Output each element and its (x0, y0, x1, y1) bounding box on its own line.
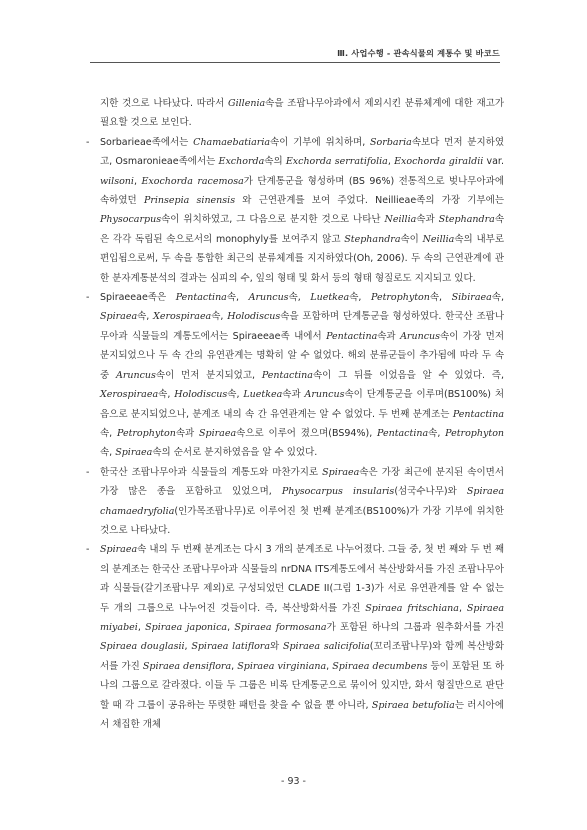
text-run: Sorbarieae족에서는 (100, 136, 194, 148)
bullet-dash: - (86, 466, 90, 478)
text-run: 와 근연관계를 보여 주었다. Neillieae족의 가장 기부에는 (235, 195, 505, 207)
text-run: (인가목조팝나무)로 이루어진 첫 번째 분계조(BS100%)가 가장 기부에 위치한 것으로 나타났다. (100, 505, 504, 536)
taxon-name: Exchorda serratifolia (285, 156, 388, 168)
taxon-name: Xerospiraea (153, 311, 212, 323)
taxon-name: Aruncus (304, 389, 345, 401)
text-run: 속, (158, 389, 175, 401)
text-run: (꼬리조팝나무)와 함께 복산방화서를 가진 (100, 641, 504, 672)
taxon-name: Spiraea betufolia (371, 699, 455, 711)
page-number: - 93 - (281, 776, 306, 787)
taxon-name: Spiraea japonica (145, 621, 228, 633)
text-run: 속은 가장 최근에 분지된 속이면서 가장 많은 종을 포함하고 있었으며, (100, 466, 504, 498)
taxon-name: Exochorda racemosa (141, 175, 244, 187)
taxon-name: Aruncus (115, 369, 156, 381)
text-run: 지한 것으로 나타났다. 따라서 (100, 98, 229, 109)
taxon-name: Spiraea (100, 544, 138, 556)
text-run: 속과 (282, 389, 305, 401)
bullet-dash: - (86, 292, 90, 304)
text-run: 속의 (264, 156, 286, 168)
taxon-name: Spiraea chamaedryfolia (100, 486, 504, 517)
text-run: 속이 단계통군을 이루며(BS100%) 처음으로 분지되었으나, 분계조 내의 속 간 유연관계는 알 수 없었다. 두 번째 분계조는 (100, 389, 505, 420)
text-run: , (227, 621, 235, 633)
text-run: , (231, 660, 238, 672)
taxon-name: Luetkea (243, 389, 283, 401)
continuation-paragraph (84, 94, 504, 133)
bullet-paragraph (84, 540, 504, 734)
text-run: 속이 (400, 233, 423, 245)
text-run: 속이 위치하였고, 그 다음으로 분지한 것으로 나타난 (161, 214, 385, 226)
taxon-name: Spiraea salicifolia (282, 641, 370, 653)
text-run: 속, (227, 389, 244, 401)
header-rule (90, 62, 500, 63)
taxon-name: Petrophyton (370, 292, 430, 304)
text-run: 속, (100, 427, 117, 439)
text-run: 속은 각각 독립된 속으로서의 monophyly를 보여주지 않고 (100, 214, 504, 245)
taxon-name: Exochorda giraldii (394, 156, 484, 168)
bullet-paragraph (84, 133, 504, 288)
text-run: 속으로 이루어 졌으며(BS94%), (236, 427, 377, 439)
text-run: 속, (491, 292, 504, 304)
taxon-name: Exchorda (218, 156, 265, 168)
taxon-name: Stephandra (344, 233, 401, 245)
taxon-name: Spiraea (115, 447, 153, 459)
text-run: 속을 조팝나무아과에서 제외시킨 분류체계에 대한 재고가 필요할 것으로 보인다. (100, 98, 504, 129)
taxon-name: Petrophyton (445, 427, 505, 439)
text-run: 속과 (377, 330, 401, 342)
text-run: 속, (428, 427, 446, 439)
text-run: 속, (349, 292, 371, 304)
text-run: , (326, 660, 333, 672)
text-run: , (133, 175, 142, 187)
text-run: 속이 가장 먼저 분지되었으나 두 속 간의 유연관계는 명확히 알 수 없었다. 해외 분류군들이 추가됨에 따라 두 속 중 (100, 330, 504, 381)
taxon-name: Spiraea douglasii (100, 641, 185, 653)
taxon-name: Spiraea (199, 427, 237, 439)
text-run: 속의 내부로 편입됨으로써, 두 속을 통합한 최근의 분류체계를 지지하였다(Oh, 2006). 두 속의 근연관계에 관한 분자계통분석의 결과는 심피의 수, 잎의 형태 및 화서 등의 형태 형질로도 지지되고 있다. (100, 233, 504, 284)
taxon-name: Neillia (384, 214, 417, 226)
taxon-name: Physocarpus insularis (281, 486, 395, 498)
text-run: 속의 순서로 분지하였음을 알 수 있었다. (152, 447, 318, 459)
taxon-name: Stephandra (438, 214, 495, 226)
taxon-name: Holodiscus (174, 389, 228, 401)
taxon-name: Spiraea densiflora (142, 660, 232, 672)
text-run: 가 단계통군을 형성하며 (BS 96%) 전통적으로 벚나무아과에 속하였던 (100, 175, 504, 207)
text-run: 한국산 조팝나무아과 식물들의 계통도와 마찬가지로 (100, 466, 323, 478)
taxon-name: Pentactina (452, 408, 504, 420)
body-text (84, 94, 504, 734)
bullet-dash: - (86, 544, 90, 556)
taxon-name: Spiraea (322, 466, 360, 478)
taxon-name: Sibiraea (451, 292, 492, 304)
taxon-name: Pentactina (377, 427, 429, 439)
text-run: 와 (270, 641, 283, 653)
text-run: 속과 (175, 427, 200, 439)
taxon-name: Aruncus (400, 330, 441, 342)
text-run: , (184, 641, 192, 653)
text-run: 는 러시아에서 채집한 개체 (100, 699, 504, 730)
text-run: 속, (429, 292, 452, 304)
taxon-name: wilsoni (100, 175, 134, 187)
taxon-name: Spiraea miyabei (100, 602, 504, 633)
text-run: 속, (100, 447, 116, 459)
text-run: var. (483, 156, 504, 168)
taxon-name: Neillia (422, 233, 455, 245)
taxon-name: Prinsepia sinensis (143, 195, 236, 207)
text-run: 속 내의 두 번째 분계조는 다시 3 개의 분계조로 나누어졌다. 그들 중, 첫 번 째와 두 번 째의 분계조는 한국산 조팝나무아과 식물들의 nrDNA ITS계통도에서 복산방화서를 가진 조팝나무아과 식물들(갈기조팝나무 제외)로 구성되었던 CLADE II(그림 1-3)가 서로 유연관계를 알 수 없는 두 개의 그룹으로 나누어진 것들이다. 즉, 복산방화서를 가진 (100, 544, 504, 614)
bullet-paragraph (84, 288, 504, 463)
text-run: 속, (288, 292, 311, 304)
taxon-name: Luetkea (310, 292, 350, 304)
bullet-paragraph (84, 463, 504, 541)
text-run: 속이 기부에 위치하며, (270, 136, 371, 148)
taxon-name: Petrophyton (116, 427, 176, 439)
taxon-name: Aruncus (248, 292, 289, 304)
taxon-name: Spiraea virginiana (237, 660, 327, 672)
text-run: 속보다 먼저 분지하였고, Osmaronieae족에서는 (100, 136, 504, 168)
text-run: , (137, 621, 146, 633)
text-run: 속이 먼저 분지되었고, (155, 369, 262, 381)
taxon-name: Physocarpus (100, 214, 162, 226)
text-run: 속을 포함하며 단계통군을 형성하였다. 한국산 조팝나무아과 식물들의 계통도에서는 Spiraeeae족 내에서 (100, 311, 505, 342)
bullet-dash: - (86, 136, 90, 148)
taxon-name: Spiraea (100, 311, 138, 323)
running-header: Ⅲ. 사업수행 - 관속식물의 계통수 및 바코드 (337, 48, 500, 58)
taxon-name: Pentactina (175, 292, 227, 304)
text-run: 속, (137, 311, 154, 323)
text-run: (섬국수나무)와 (394, 486, 467, 498)
taxon-name: Spiraea latiflora (191, 641, 271, 653)
text-run: 속, (226, 292, 249, 304)
taxon-name: Chamaebatiaria (193, 136, 271, 148)
taxon-name: Spiraea decumbens (332, 660, 428, 672)
taxon-name: Gillenia (228, 98, 266, 109)
text-run: 가 포함된 하나의 그룹과 원추화서를 가진 (326, 621, 504, 633)
taxon-name: Holodiscus (227, 311, 281, 323)
taxon-name: Spiraea formosana (234, 621, 327, 633)
taxon-name: Xerospiraea (100, 389, 159, 401)
text-run: 속, (211, 311, 228, 323)
text-run: 속과 (416, 214, 439, 226)
text-run: 속이 그 뒤를 이었음을 알 수 있었다. 즉, (312, 369, 504, 381)
taxon-name: Spiraea fritschiana (365, 602, 459, 614)
taxon-name: Sorbaria (370, 136, 412, 148)
text-run: , (458, 602, 467, 614)
taxon-name: Pentactina (326, 330, 378, 342)
taxon-name: Pentactina (261, 369, 313, 381)
text-run: , (387, 156, 395, 168)
text-run: Spiraeeae족은 (100, 292, 176, 304)
text-run: 등이 포함된 또 하나의 그룹으로 갈라졌다. 이들 두 그룹은 비록 단계통군으로 묶이어 있지만, 화서 형질만으로 판단할 때 각 그룹이 공유하는 뚜렷한 패턴을 찾을 수 없을 뿐 아니라, (100, 660, 504, 711)
